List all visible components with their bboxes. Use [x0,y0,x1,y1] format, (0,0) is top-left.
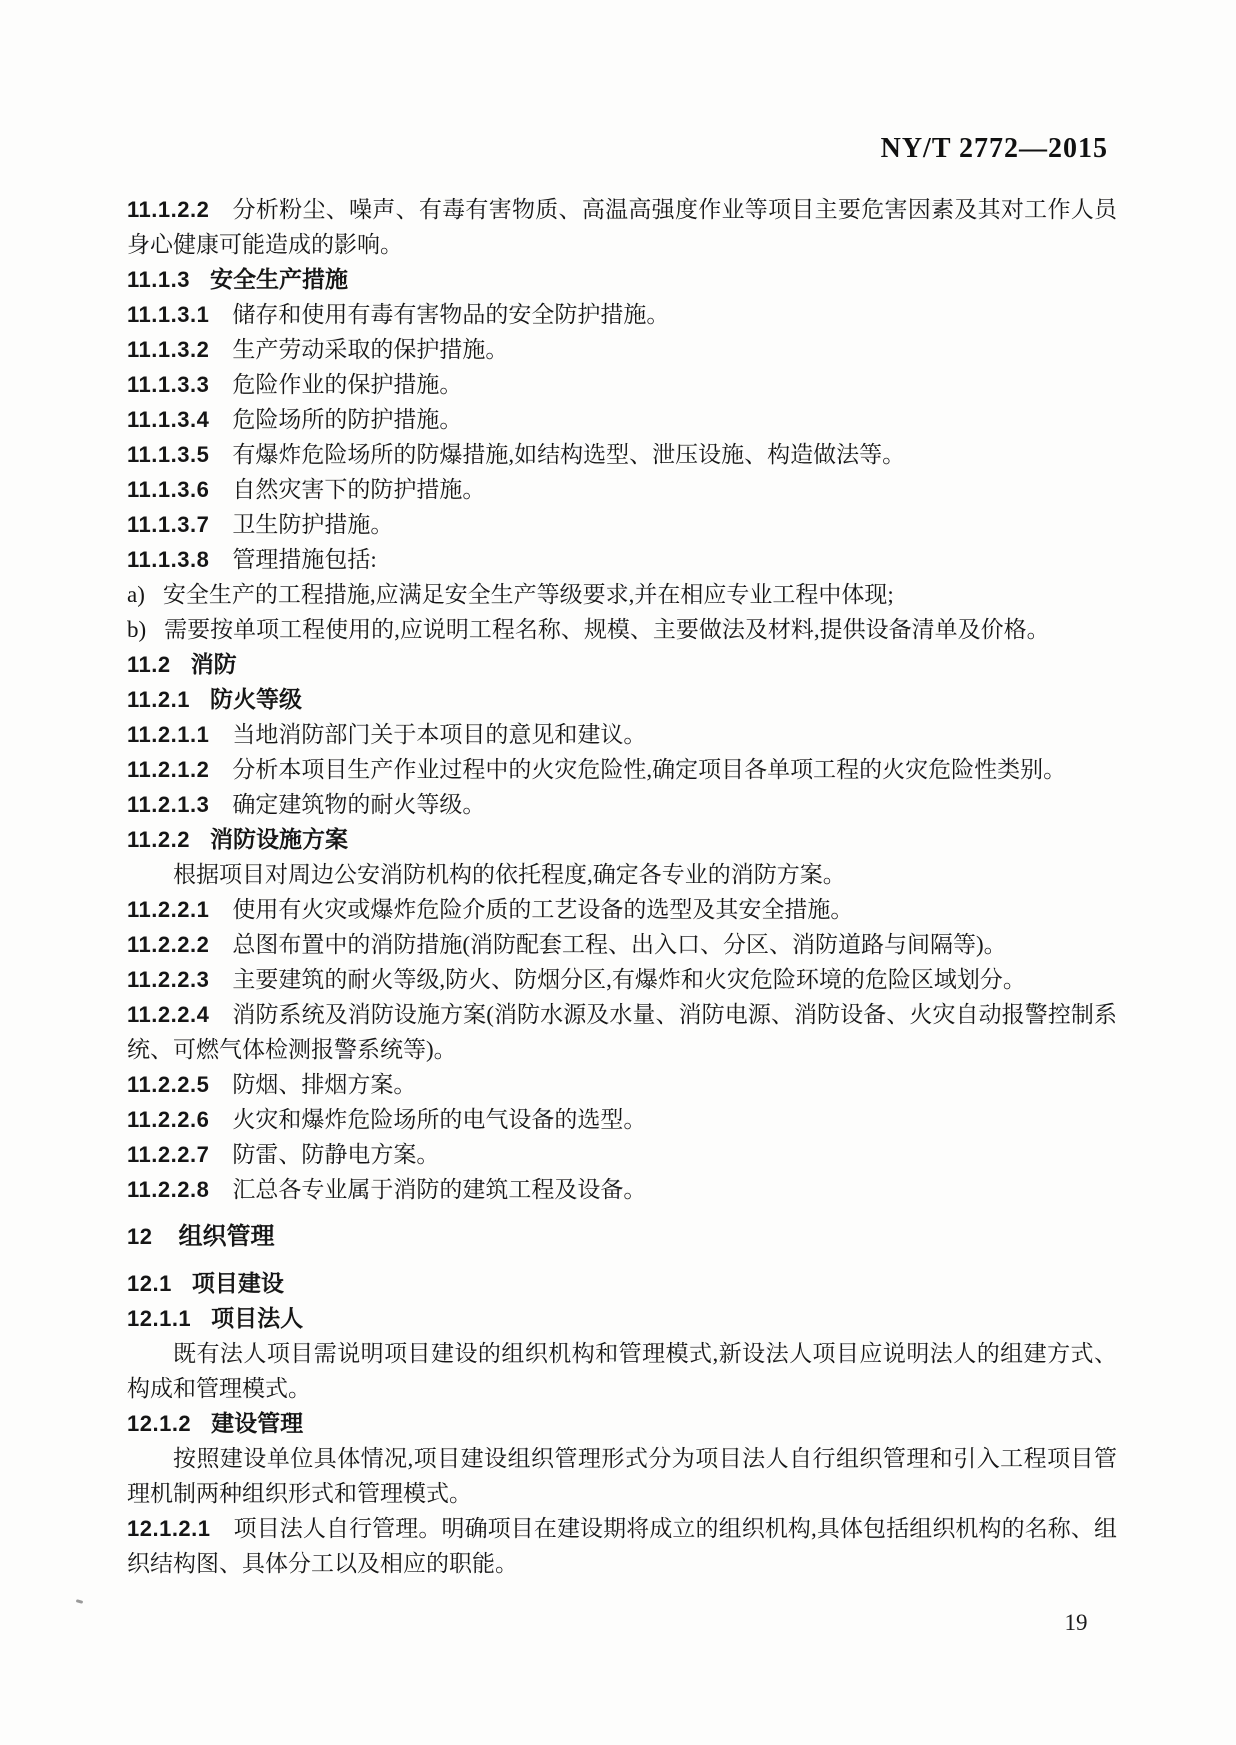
heading-number: 12.1.1 [127,1306,192,1331]
page-number: 19 [1064,1610,1088,1635]
clause-number: 11.2.1.3 [127,792,210,817]
clause-11-1-3-4 [127,402,1117,437]
clause-text: 有爆炸危险场所的防爆措施,如结构选型、泄压设施、构造做法等。 [232,442,906,467]
list-text: 安全生产的工程措施,应满足安全生产等级要求,并在相应专业工程中体现; [162,582,894,607]
heading-12-1-1 [127,1301,1117,1336]
heading-number: 12.1 [127,1271,172,1296]
clause-number: 11.2.2.2 [127,932,210,957]
list-marker: b) [127,617,147,642]
clause-11-2-1-2 [127,752,1117,787]
heading-text: 消防设施方案 [209,826,348,852]
clause-11-2-2-6 [127,1102,1117,1137]
clause-11-2-2-5 [127,1067,1117,1102]
clause-text: 危险场所的防护措施。 [232,407,463,432]
clause-number: 11.2.2.4 [127,1002,210,1027]
list-marker: a) [127,582,145,607]
heading-number: 11.1.3 [127,267,190,292]
clause-number: 11.1.3.8 [127,547,210,572]
heading-text: 建设管理 [211,1410,304,1436]
clause-number: 11.1.3.1 [127,302,210,327]
body-paragraph: 根据项目对周边公安消防机构的依托程度,确定各专业的消防方案。 [173,862,846,887]
heading-11-1-3 [127,262,1117,297]
heading-text: 安全生产措施 [209,266,348,292]
clause-number: 11.2.1.2 [127,757,210,782]
clause-text: 确定建筑物的耐火等级。 [232,792,486,817]
heading-11-2-1 [127,682,1117,717]
heading-11-2 [127,647,1117,682]
clause-number: 11.2.2.5 [127,1072,210,1097]
clause-11-2-2-7 [127,1137,1117,1172]
clause-text: 消防系统及消防设施方案(消防水源及水量、消防电源、消防设备、火灾自动报警控制系统、可燃气体检测报警系统等)。 [127,1002,1117,1062]
list-item-b [127,612,1117,647]
heading-number: 11.2.1 [127,687,190,712]
clause-number: 11.1.3.2 [127,337,210,362]
clause-text: 汇总各专业属于消防的建筑工程及设备。 [232,1177,647,1202]
heading-11-2-2 [127,822,1117,857]
chapter-12 [127,1219,1117,1254]
clause-number: 11.2.2.1 [127,897,210,922]
list-item-a [127,577,1117,612]
clause-number: 11.2.2.7 [127,1142,210,1167]
clause-text: 当地消防部门关于本项目的意见和建议。 [232,722,647,747]
heading-text: 消防 [190,651,237,677]
clause-number: 12.1.2.1 [127,1516,211,1541]
body-paragraph: 按照建设单位具体情况,项目建设组织管理形式分为项目法人自行组织管理和引入工程项目管理机制两种组织形式和管理模式。 [127,1446,1117,1506]
clause-text: 主要建筑的耐火等级,防火、防烟分区,有爆炸和火灾危险环境的危险区域划分。 [232,967,1026,992]
clause-number: 11.1.3.5 [127,442,210,467]
clause-11-1-2-2 [127,192,1117,262]
clause-number: 11.1.3.4 [127,407,210,432]
clause-text: 火灾和爆炸危险场所的电气设备的选型。 [232,1107,647,1132]
clause-11-2-2-2 [127,927,1117,962]
clause-text: 储存和使用有毒有害物品的安全防护措施。 [232,302,670,327]
clause-text: 生产劳动采取的保护措施。 [232,337,509,362]
clause-12-1-2-1 [127,1511,1117,1581]
heading-number: 12.1.2 [127,1411,192,1436]
clause-text: 危险作业的保护措施。 [232,372,463,397]
clause-11-1-3-6 [127,472,1117,507]
heading-text: 防火等级 [209,686,302,712]
clause-number: 11.2.2.6 [127,1107,210,1132]
clause-11-1-3-7 [127,507,1117,542]
clause-number: 11.1.3.7 [127,512,210,537]
chapter-title: 组织管理 [178,1223,275,1250]
clause-text: 卫生防护措施。 [232,512,394,537]
clause-text: 自然灾害下的防护措施。 [232,477,486,502]
clause-11-2-2-1 [127,892,1117,927]
heading-text: 项目法人 [211,1305,304,1331]
clause-11-1-3-2 [127,332,1117,367]
standard-code-header: NY/T 2772—2015 [880,133,1108,164]
clause-text: 总图布置中的消防措施(消防配套工程、出入口、分区、消防道路与间隔等)。 [232,932,1007,957]
clause-11-1-3-5 [127,437,1117,472]
clause-text: 分析本项目生产作业过程中的火灾危险性,确定项目各单项工程的火灾危险性类别。 [232,757,1067,782]
clause-number: 11.1.2.2 [127,197,210,222]
body-paragraph: 既有法人项目需说明项目建设的组织机构和管理模式,新设法人项目应说明法人的组建方式、构成和管理模式。 [127,1341,1117,1401]
scan-artifact [76,1599,84,1604]
list-text: 需要按单项工程使用的,应说明工程名称、规模、主要做法及材料,提供设备清单及价格。 [164,617,1050,642]
document-body [127,192,1117,1581]
clause-number: 11.1.3.6 [127,477,210,502]
clause-number: 11.1.3.3 [127,372,210,397]
clause-text: 防雷、防静电方案。 [232,1142,440,1167]
heading-12-1 [127,1266,1117,1301]
clause-11-2-2-3 [127,962,1117,997]
clause-11-2-1-1 [127,717,1117,752]
chapter-number: 12 [127,1224,153,1249]
heading-text: 项目建设 [191,1270,284,1296]
clause-11-2-2-8 [127,1172,1117,1207]
heading-number: 11.2 [127,652,171,677]
clause-11-1-3-3 [127,367,1117,402]
heading-12-1-2 [127,1406,1117,1441]
clause-text: 分析粉尘、噪声、有毒有害物质、高温高强度作业等项目主要危害因素及其对工作人员身心健康可能造成的影响。 [127,197,1117,257]
clause-11-2-1-3 [127,787,1117,822]
clause-text: 防烟、排烟方案。 [232,1072,417,1097]
clause-11-1-3-8 [127,542,1117,577]
heading-number: 11.2.2 [127,827,190,852]
clause-number: 11.2.1.1 [127,722,210,747]
clause-number: 11.2.2.3 [127,967,210,992]
clause-11-2-2-4 [127,997,1117,1067]
clause-text: 管理措施包括: [232,547,377,572]
clause-number: 11.2.2.8 [127,1177,210,1202]
clause-text: 项目法人自行管理。明确项目在建设期将成立的组织机构,具体包括组织机构的名称、组织结构图、具体分工以及相应的职能。 [127,1516,1117,1576]
clause-11-1-3-1 [127,297,1117,332]
clause-text: 使用有火灾或爆炸危险介质的工艺设备的选型及其安全措施。 [232,897,854,922]
